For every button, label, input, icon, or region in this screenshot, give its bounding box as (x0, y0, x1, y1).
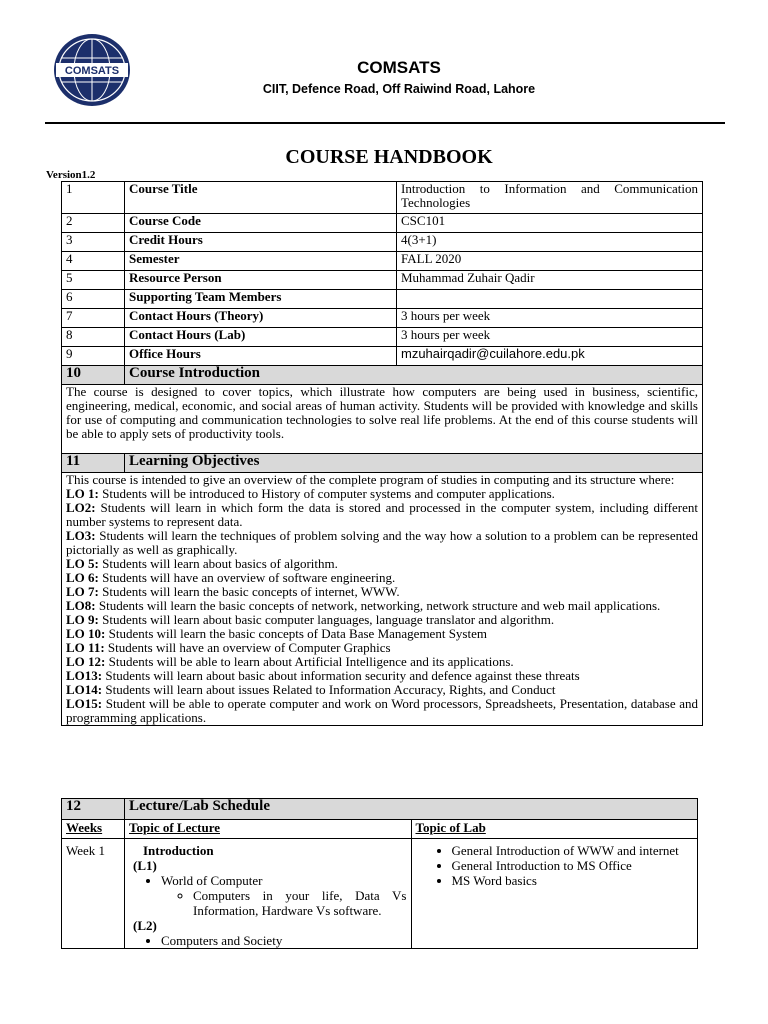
list-item: • World of Computer ◦ Computers in your life, Data Vs Information, Hardware Vs software. (161, 873, 407, 918)
list-item: LO13: Students will learn about basic about information security and defence against these threats (66, 668, 580, 683)
row-label: Supporting Team Members (125, 290, 397, 309)
list-item: LO14: Students will learn about issues Related to Information Accuracy, Rights, and Conduct (66, 682, 556, 697)
version-label: Version1.2 (46, 169, 96, 181)
lecture-l2: (L2) (133, 918, 157, 933)
list-item: LO8: Students will learn the basic concepts of network, networking, network structure and web mail applications. (66, 598, 661, 613)
row-number: 10 (62, 366, 125, 385)
table-row (62, 233, 703, 252)
svg-text:COMSATS: COMSATS (64, 65, 120, 77)
list-item: LO 9: Students will learn about basic computer languages, language translator and algorithm. (66, 612, 555, 627)
table-row (62, 839, 698, 949)
objectives-paragraph (62, 473, 703, 726)
row-label: Semester (125, 252, 397, 271)
schedule-table (61, 798, 698, 949)
row-number: 12 (62, 799, 125, 820)
table-row (62, 214, 703, 233)
table-row (62, 271, 703, 290)
row-number: 7 (62, 309, 125, 328)
row-number: 8 (62, 328, 125, 347)
office-hours-email: mzuhairqadir@cuilahore.edu.pk (397, 347, 703, 366)
table-row (62, 182, 703, 214)
document-title: COURSE HANDBOOK (285, 146, 493, 168)
list-item: LO 12: Students will be able to learn about Artificial Intelligence and its applications. (66, 654, 514, 669)
row-number: 4 (62, 252, 125, 271)
row-label: Resource Person (125, 271, 397, 290)
section-title: Lecture/Lab Schedule (125, 799, 698, 820)
row-label: Credit Hours (125, 233, 397, 252)
col-lab: Topic of Lab (411, 820, 698, 839)
week-cell: Week 1 (62, 839, 125, 949)
row-number: 1 (62, 182, 125, 214)
list-item: LO15: Student will be able to operate computer and work on Word processors, Spreadsheets, Presentation, database and programming applications. (66, 696, 698, 725)
section-header-schedule (62, 799, 698, 820)
row-value: FALL 2020 (397, 252, 703, 271)
table-row (62, 347, 703, 366)
col-weeks: Weeks (62, 820, 125, 839)
table-row (62, 309, 703, 328)
row-number: 3 (62, 233, 125, 252)
row-label: Contact Hours (Lab) (125, 328, 397, 347)
lab-cell (411, 839, 698, 949)
row-label: Course Title (125, 182, 397, 214)
list-item: LO 5: Students will learn about basics of algorithm. (66, 556, 338, 571)
intro-text: The course is designed to cover topics, which illustrate how computers are being used in business, scientific, engineering, medical, economic, and social areas of human activity. Students will be provided with knowledge and skills for use of computing and communication technologies to solve real life problems. At the end of this course students will be able to apply sets of productivity tools. (66, 384, 698, 441)
row-value: 3 hours per week (397, 328, 703, 347)
list-item: LO 1: Students will be introduced to History of computer systems and computer applications. (66, 486, 555, 501)
list-item: LO 7: Students will learn the basic concepts of internet, WWW. (66, 584, 400, 599)
row-value: 4(3+1) (397, 233, 703, 252)
row-number: 11 (62, 454, 125, 473)
list-item: LO3: Students will learn the techniques of problem solving and the way how a solution to a problem can be represented pictorially as well as graphically. (66, 528, 698, 557)
lecture-cell (125, 839, 412, 949)
list-item: ◦ Computers in your life, Data Vs Information, Hardware Vs software. (193, 888, 407, 918)
row-label: Office Hours (125, 347, 397, 366)
section-title: Learning Objectives (125, 454, 703, 473)
row-label: Course Code (125, 214, 397, 233)
list-item: • MS Word basics (452, 873, 694, 888)
lecture-l1: (L1) (133, 858, 157, 873)
table-row (62, 290, 703, 309)
lecture-title: Introduction (143, 843, 214, 858)
list-item: LO 6: Students will have an overview of software engineering. (66, 570, 396, 585)
section-title: Course Introduction (125, 366, 703, 385)
objectives-intro: This course is intended to give an overview of the complete program of studies in computing and its structure where: (66, 472, 675, 487)
list-item: LO 10: Students will learn the basic concepts of Data Base Management System (66, 626, 487, 641)
row-number: 2 (62, 214, 125, 233)
row-number: 5 (62, 271, 125, 290)
list-item: • General Introduction to MS Office (452, 858, 694, 873)
list-item: LO 11: Students will have an overview of Computer Graphics (66, 640, 391, 655)
header-divider (45, 122, 725, 124)
row-value: CSC101 (397, 214, 703, 233)
course-info-table (61, 181, 703, 726)
schedule-header-row (62, 820, 698, 839)
list-item: • Computers and Society (161, 933, 407, 948)
row-value: Introduction to Information and Communication Technologies (397, 182, 703, 214)
row-value: 3 hours per week (397, 309, 703, 328)
org-name: COMSATS (357, 58, 441, 77)
row-number: 6 (62, 290, 125, 309)
objectives-row (62, 473, 703, 726)
section-header-objectives (62, 454, 703, 473)
table-row (62, 328, 703, 347)
section-header-intro (62, 366, 703, 385)
list-item: LO2: Students will learn in which form the data is stored and processed in the computer system, including different number systems to represent data. (66, 500, 698, 529)
intro-row (62, 385, 703, 454)
row-value: Muhammad Zuhair Qadir (397, 271, 703, 290)
table-row (62, 252, 703, 271)
org-address: CIIT, Defence Road, Off Raiwind Road, Lahore (262, 82, 536, 96)
row-value (397, 290, 703, 309)
list-item: • General Introduction of WWW and internet (452, 843, 694, 858)
intro-paragraph (62, 385, 703, 454)
col-lecture: Topic of Lecture (125, 820, 412, 839)
row-number: 9 (62, 347, 125, 366)
row-label: Contact Hours (Theory) (125, 309, 397, 328)
